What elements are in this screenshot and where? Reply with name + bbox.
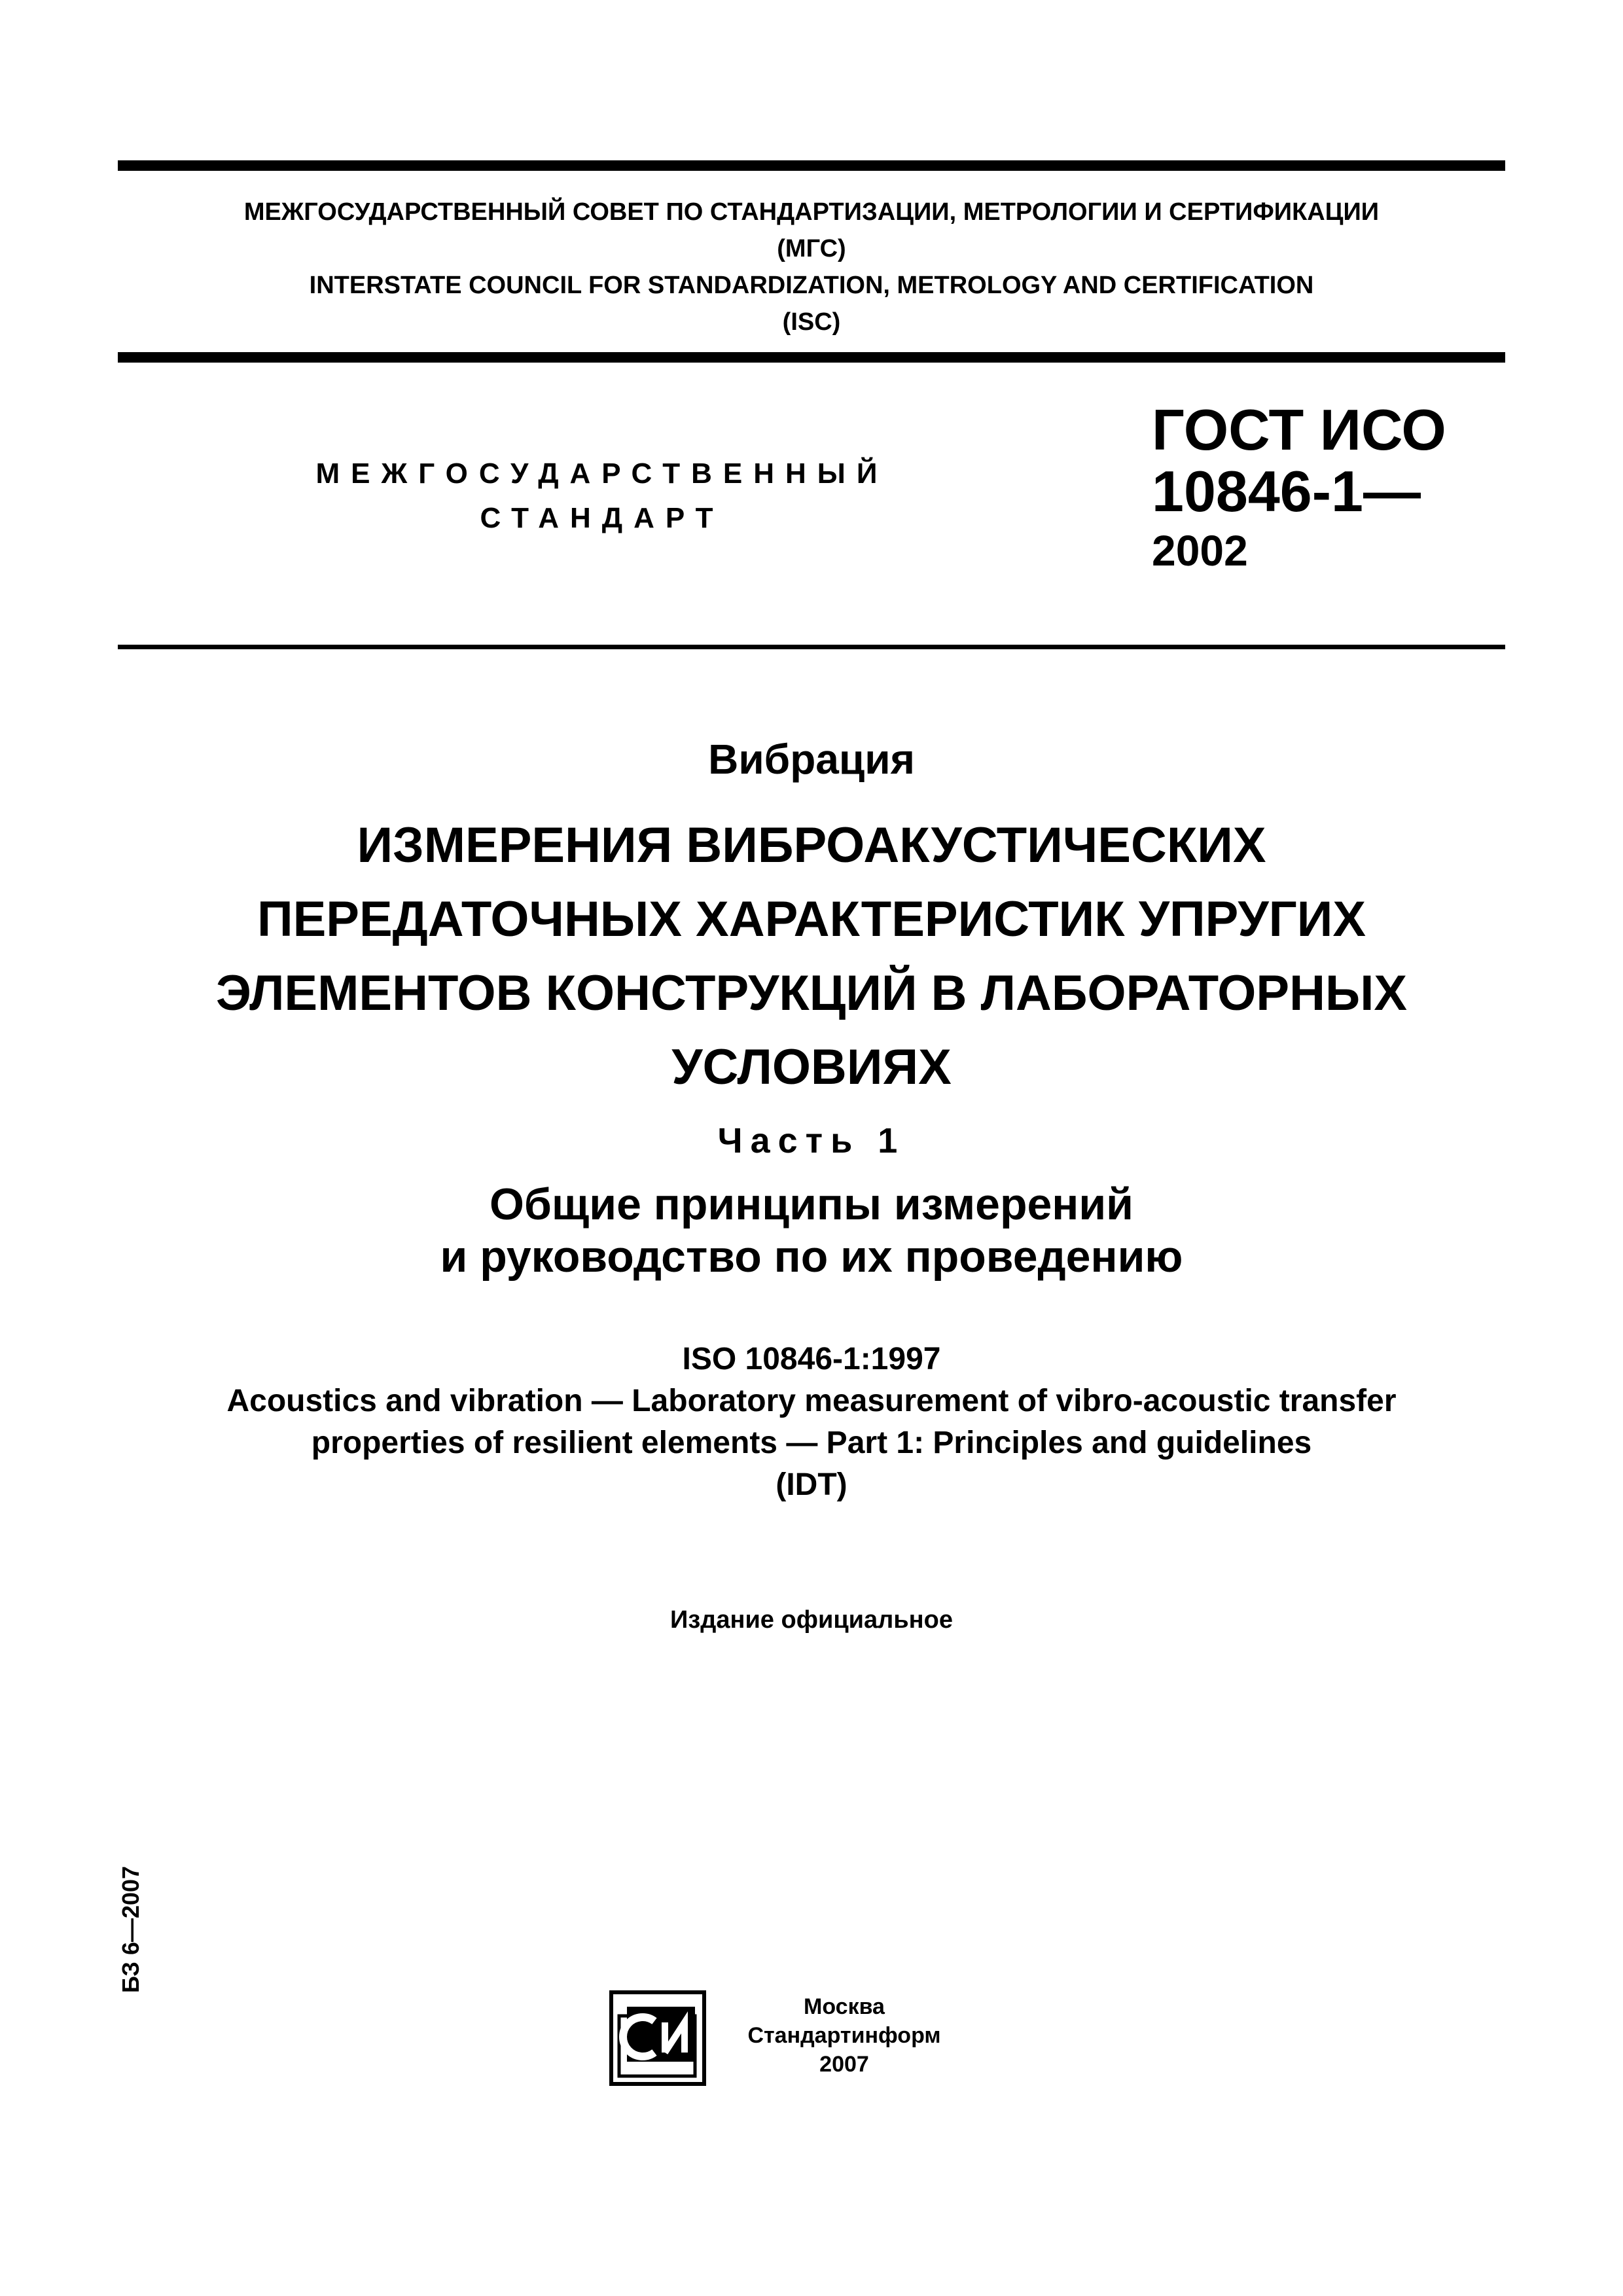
standartinform-logo-icon: [609, 1990, 707, 2087]
subtitle-line1: Общие принципы измерений: [490, 1179, 1133, 1229]
side-code: БЗ 6—2007: [117, 1865, 144, 1993]
council-ru: МЕЖГОСУДАРСТВЕННЫЙ СОВЕТ ПО СТАНДАРТИЗАЦИИ, МЕТРОЛОГИИ И СЕРТИФИКАЦИИ: [243, 198, 1380, 226]
designation-line1: ГОСТ ИСО: [1152, 397, 1446, 462]
iso-reference: [105, 1338, 1518, 1506]
standard-type-line2: СТАНДАРТ: [480, 502, 724, 534]
main-title-line: ЭЛЕМЕНТОВ КОНСТРУКЦИЙ В ЛАБОРАТОРНЫХ: [215, 965, 1408, 1021]
main-title-line: УСЛОВИЯХ: [671, 1039, 952, 1095]
main-title-line: ПЕРЕДАТОЧНЫХ ХАРАКТЕРИСТИК УПРУГИХ: [257, 891, 1366, 947]
iso-title-line2: properties of resilient elements — Part 1: Principles and guidelines: [311, 1426, 1312, 1460]
part-subtitle: [131, 1178, 1492, 1283]
council-en-abbr: (ISC): [782, 308, 841, 336]
publisher-year: 2007: [819, 2052, 869, 2077]
iso-title-line1: Acoustics and vibration — Laboratory measurement of vibro-acoustic transfer: [226, 1384, 1397, 1418]
subtitle-line2: и руководство по их проведению: [440, 1232, 1183, 1282]
standard-type-label: [275, 452, 929, 541]
main-title-line: ИЗМЕРЕНИЯ ВИБРОАКУСТИЧЕСКИХ: [357, 817, 1266, 873]
iso-number: ISO 10846-1:1997: [682, 1342, 941, 1376]
publisher-block: [713, 1992, 975, 2079]
council-header: [118, 194, 1505, 340]
header-bottom-rule: [118, 352, 1505, 363]
topic-title: Вибрация: [708, 736, 915, 783]
standard-type-line1: МЕЖГОСУДАРСТВЕННЫЙ: [315, 457, 889, 490]
designation-year: 2002: [1152, 526, 1248, 575]
council-en: INTERSTATE COUNCIL FOR STANDARDIZATION, METROLOGY AND CERTIFICATION: [309, 272, 1314, 299]
top-rule: [118, 160, 1505, 171]
publisher-name: Стандартинформ: [747, 2023, 941, 2048]
publisher-city: Москва: [804, 1994, 885, 2019]
part-label: Часть 1: [717, 1121, 906, 1160]
council-ru-abbr: (МГС): [777, 235, 846, 262]
designation-bottom-rule: [118, 645, 1505, 649]
standard-designation: [1152, 399, 1446, 579]
edition-label: Издание официальное: [670, 1606, 953, 1634]
main-title: [79, 808, 1544, 1104]
designation-line2: 10846-1—: [1152, 459, 1421, 524]
iso-degree: (IDT): [776, 1467, 847, 1502]
